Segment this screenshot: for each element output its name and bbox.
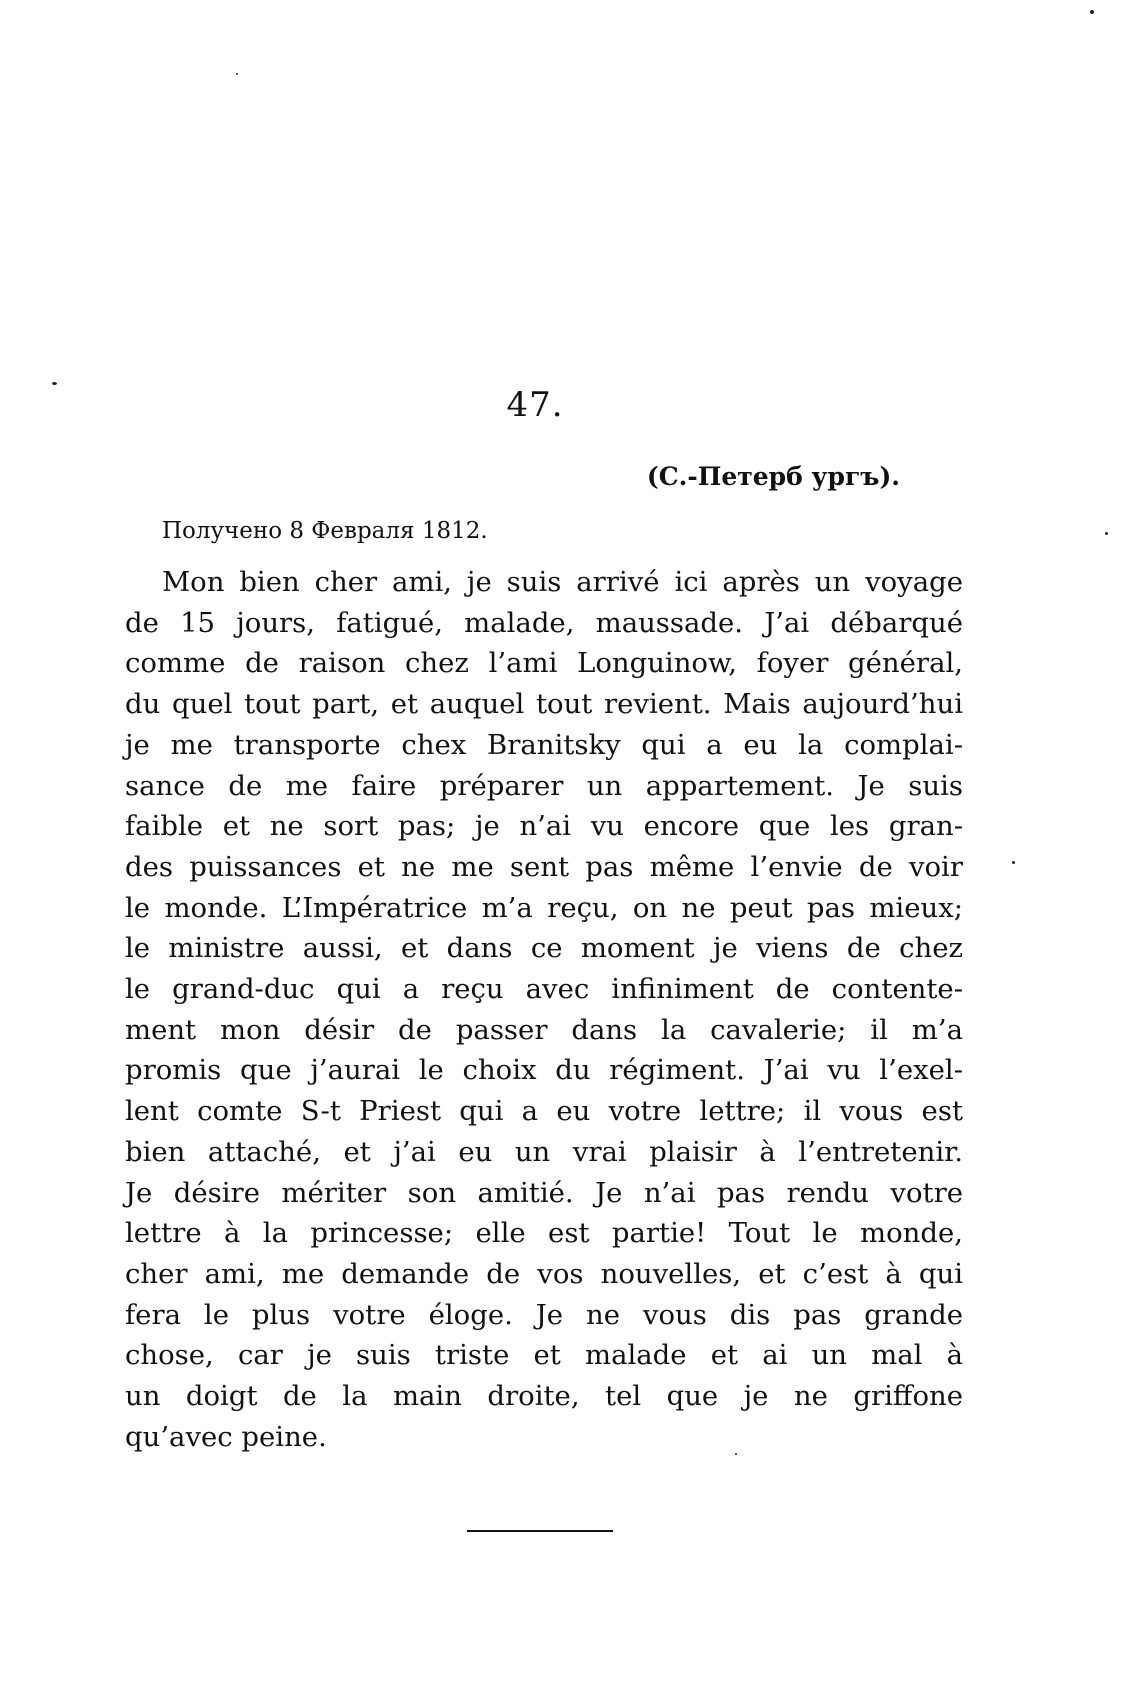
body-line: promis que j’aurai le choix du régiment. J’ai vu l’exel-	[125, 1054, 963, 1087]
scan-speck	[236, 73, 238, 75]
body-line: comme de raison chez l’ami Longuinow, foyer général,	[125, 647, 963, 680]
body-line: le monde. L’Impératrice m’a reçu, on ne peut pas mieux;	[125, 891, 963, 924]
body-line: Mon bien cher ami, je suis arrivé ici après un voyage	[162, 566, 963, 598]
scan-speck	[1012, 861, 1015, 864]
body-line: le ministre aussi, et dans ce moment je viens de chez	[125, 932, 963, 965]
body-line: lettre à la princesse; elle est partie! Tout le monde,	[125, 1217, 963, 1250]
body-line: de 15 jours, fatigué, malade, maussade. J’ai débarqué	[125, 606, 963, 639]
received-date: Получено 8 Февраля 1812.	[162, 518, 488, 544]
body-line: le grand-duc qui a reçu avec infiniment de contente-	[125, 973, 963, 1006]
letter-body	[125, 562, 963, 1457]
body-line: des puissances et ne me sent pas même l’envie de voir	[125, 850, 963, 883]
body-line: du quel tout part, et auquel tout revient. Mais aujourd’hui	[125, 688, 963, 721]
body-line: bien attaché, et j’ai eu un vrai plaisir à l’entretenir.	[125, 1135, 963, 1168]
body-line: un doigt de la main droite, tel que je ne griffone	[125, 1380, 963, 1413]
scan-speck	[735, 1453, 737, 1455]
body-line: Je désire mériter son amitié. Je n’ai pas rendu votre	[125, 1176, 963, 1209]
end-rule	[467, 1530, 613, 1532]
body-line: ment mon désir de passer dans la cavalerie; il m’a	[125, 1013, 963, 1046]
body-line: je me transporte chex Branitsky qui a eu la complai-	[125, 728, 963, 761]
scan-speck	[1105, 532, 1108, 535]
body-line: cher ami, me demande de vos nouvelles, et c’est à qui	[125, 1257, 963, 1290]
letter-number: 47.	[506, 385, 564, 425]
scan-speck	[1090, 10, 1094, 14]
body-line: faible et ne sort pas; je n’ai vu encore que les gran-	[125, 810, 963, 843]
body-line: qu’avec peine.	[125, 1420, 327, 1453]
scan-speck	[52, 382, 57, 385]
letter-place: (С.-Петерб ургъ).	[646, 462, 900, 491]
body-line: sance de me faire préparer un appartement. Je suis	[125, 769, 963, 802]
body-line: lent comte S-t Priest qui a eu votre lettre; il vous est	[125, 1095, 963, 1128]
body-line: chose, car je suis triste et malade et ai un mal à	[125, 1339, 963, 1372]
body-line: fera le plus votre éloge. Je ne vous dis pas grande	[125, 1298, 963, 1331]
